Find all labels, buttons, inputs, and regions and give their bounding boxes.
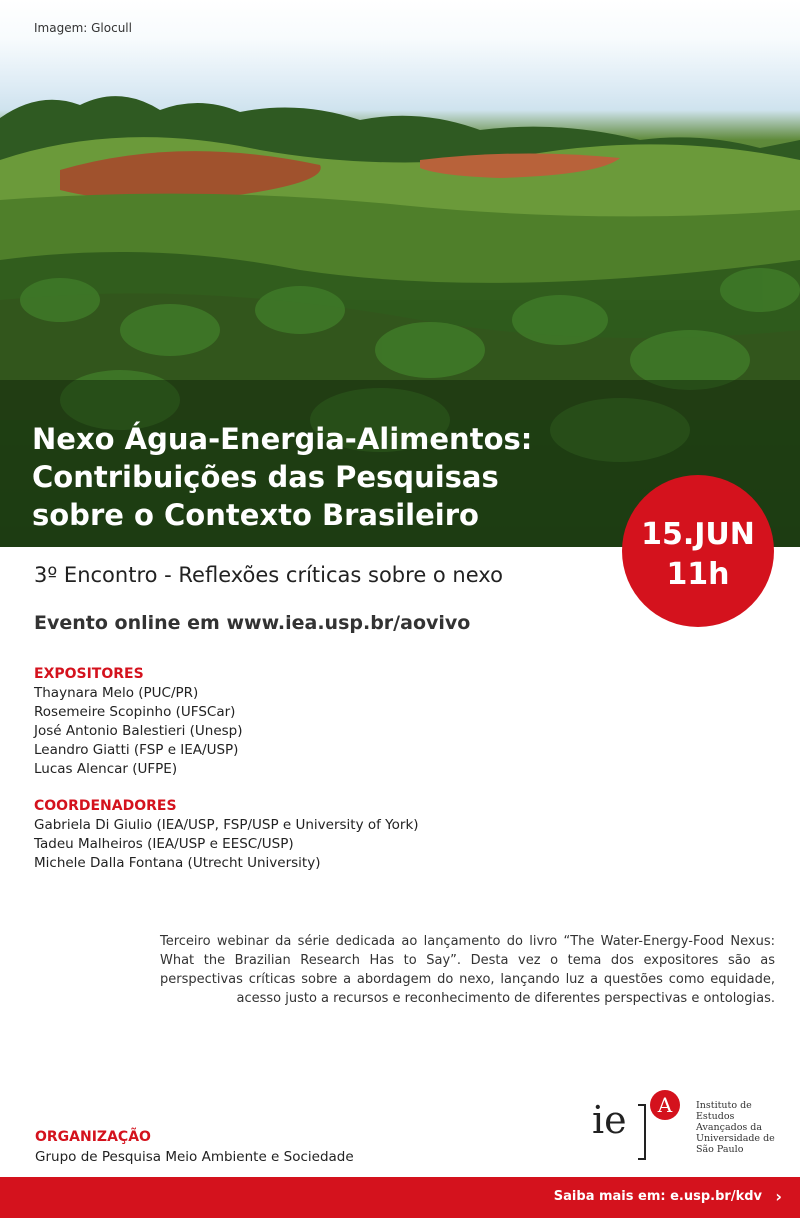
section-heading: ORGANIZAÇÃO: [35, 1129, 151, 1145]
section-heading: EXPOSITORES: [34, 666, 144, 682]
iea-logo: [588, 1090, 778, 1166]
online-event-link[interactable]: Evento online em www.iea.usp.br/aovivo: [34, 612, 471, 634]
list-item: Gabriela Di Giulio (IEA/USP, FSP/USP e University of York): [34, 817, 419, 833]
list-item: Lucas Alencar (UFPE): [34, 761, 178, 777]
hero-image: [0, 0, 800, 547]
list-item: Leandro Giatti (FSP e IEA/USP): [34, 742, 239, 758]
organization-name: Grupo de Pesquisa Meio Ambiente e Sociedade: [35, 1149, 354, 1165]
logo-seal-icon: A: [650, 1090, 680, 1120]
coordenadores-section: [34, 797, 419, 873]
more-info-link[interactable]: Saiba mais em: e.usp.br/kdv: [553, 1189, 762, 1204]
title-line: Nexo Água-Energia-Alimentos:: [32, 422, 533, 456]
institution-line: Avançados da: [696, 1122, 763, 1133]
image-credit: Imagem: Glocull: [34, 21, 132, 35]
institution-line: Estudos: [696, 1111, 735, 1122]
list-item: José Antonio Balestieri (Unesp): [34, 723, 243, 739]
institution-line: Universidade de: [696, 1133, 775, 1144]
title-line: Contribuições das Pesquisas: [32, 460, 499, 494]
institution-name: [696, 1100, 775, 1155]
event-date: 15.JUN: [641, 517, 755, 552]
section-heading: COORDENADORES: [34, 798, 177, 814]
logo-mark: ie: [592, 1098, 627, 1142]
list-item: Rosemeire Scopinho (UFSCar): [34, 704, 236, 720]
list-item: Michele Dalla Fontana (Utrecht University): [34, 855, 321, 871]
event-description: Terceiro webinar da série dedicada ao lançamento do livro “The Water-Energy-Food Nexus: What the Brazilian Research Has to Say”. Desta vez o tema dos expositores são as perspectivas críticas sobre a abordagem do nexo, lançando luz a questões como equidade, acesso justo a recursos e reconhecimento de diferentes perspectivas e ontologias.: [160, 934, 775, 1006]
institution-line: São Paulo: [696, 1144, 744, 1155]
list-item: Thaynara Melo (PUC/PR): [34, 685, 199, 701]
expositores-section: [34, 665, 243, 779]
chevron-right-icon[interactable]: ›: [775, 1187, 782, 1206]
list-item: Tadeu Malheiros (IEA/USP e EESC/USP): [34, 836, 294, 852]
title-line: sobre o Contexto Brasileiro: [32, 498, 479, 532]
organization-section: [35, 1127, 354, 1167]
event-time: 11h: [666, 557, 730, 592]
logo-bracket: [638, 1104, 646, 1160]
event-subtitle: 3º Encontro - Reflexões críticas sobre o nexo: [34, 563, 503, 587]
event-title: [32, 420, 592, 534]
institution-line: Instituto de: [696, 1100, 752, 1111]
footer-bar: [0, 1177, 800, 1218]
date-badge: [622, 475, 774, 627]
